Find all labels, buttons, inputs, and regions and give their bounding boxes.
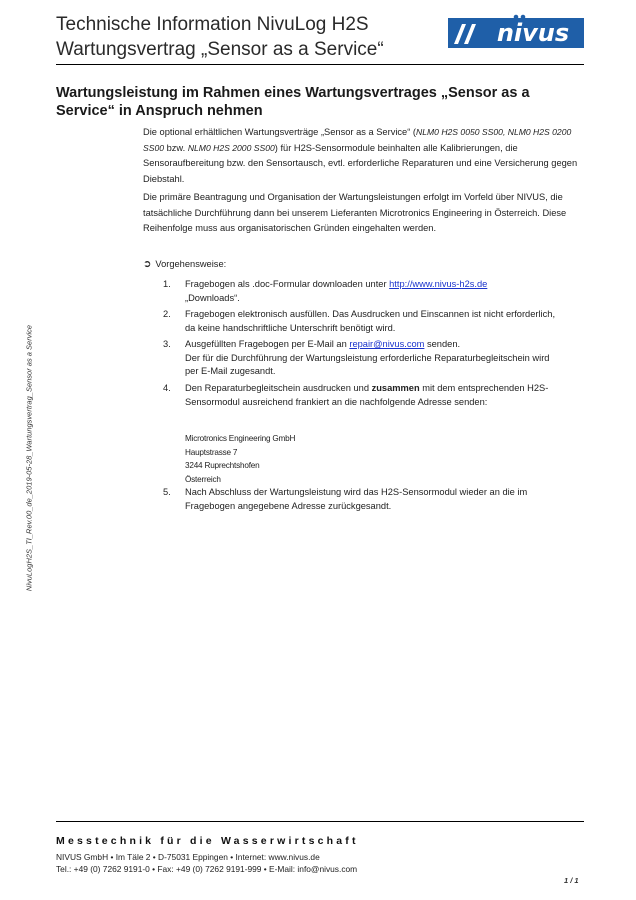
address-line: Microtronics Engineering GmbH xyxy=(185,434,296,443)
logo-text: nivus xyxy=(496,19,570,47)
address-line: Hauptstrasse 7 xyxy=(185,447,238,457)
header-divider xyxy=(56,64,584,65)
step-1-text-b: „Downloads“. xyxy=(185,292,240,303)
shipping-address xyxy=(185,432,295,486)
product-code-b: NLM0 H2S 2000 SS00 xyxy=(187,142,275,153)
step-text xyxy=(185,382,565,409)
address-line: Österreich xyxy=(185,474,221,484)
arrow-right-icon: ➲ xyxy=(143,259,152,270)
header-title-line1: Technische Information NivuLog H2S xyxy=(56,14,369,35)
step-number: 5. xyxy=(163,487,171,497)
step-number: 3. xyxy=(163,339,171,349)
procedure-label: Vorgehensweise: xyxy=(155,259,227,269)
step-number: 2. xyxy=(163,309,171,319)
repair-email-link[interactable]: repair@nivus.com xyxy=(349,339,425,349)
step-number: 1. xyxy=(163,279,171,289)
footer-contact: Tel.: +49 (0) 7262 9191-0 • Fax: +49 (0) 7262 9191-999 • E-Mail: info@nivus.com xyxy=(56,864,358,874)
product-codes-a: NLM0 H2S 0050 SS00, NLM0 H2S 0200 SS00 xyxy=(143,127,572,153)
header-title-line2: Wartungsvertrag „Sensor as a Service“ xyxy=(56,39,384,60)
paragraph-intro-text-b: bzw. xyxy=(164,142,188,153)
procedure-heading xyxy=(143,257,588,273)
step-4-text-b: mit dem entsprechenden H2S-Sensormodul ausreichend frankiert an die nachfolgende Adresse senden: xyxy=(185,383,549,407)
step-3-text-a: Ausgefüllten Fragebogen per E-Mail an xyxy=(185,339,350,349)
step-text xyxy=(185,278,565,305)
step-4-bold: zusammen xyxy=(371,383,420,393)
step-1-text-a: Fragebogen als .doc-Formular downloaden unter xyxy=(185,279,390,289)
page-number: 1 / 1 xyxy=(564,876,579,885)
section-heading: Wartungsleistung im Rahmen eines Wartungsvertrages „Sensor as a Service“ in Anspruch nehmen xyxy=(56,85,530,119)
download-link[interactable]: http://www.nivus-h2s.de xyxy=(389,279,488,289)
header-title xyxy=(56,12,384,62)
paragraph-intro-text-c: ) für H2S-Sensormodule beinhalten alle Kalibrierungen, die Sensoraufbereitung bzw. den Sensortausch, evtl. erforderliche Reparaturen und eine Versicherung gegen Diebstahl. xyxy=(143,142,578,184)
step-text: Fragebogen elektronisch ausfüllen. Das Ausdrucken und Einscannen ist nicht erforderlich, da keine handschriftliche Unterschrift benötigt wird. xyxy=(185,309,556,333)
footer-divider xyxy=(56,821,584,822)
paragraph-intro xyxy=(143,125,588,187)
step-text xyxy=(185,338,565,379)
step-4-text-a: Den Reparaturbegleitschein ausdrucken und xyxy=(185,383,372,393)
paragraph-organisation: Die primäre Beantragung und Organisation der Wartungsleistungen erfolgt im Vorfeld über NIVUS, die tatsächliche Durchführung dann bei unserem Lieferanten Microtronics Engineering in Österreich. Diese Reihenfolge muss aus organisatorischen Gründen eingehalten werden. xyxy=(143,192,567,233)
step-text: Nach Abschluss der Wartungsleistung wird das H2S-Sensormodul wieder an die im Fragebogen angegebene Adresse zurückgesandt. xyxy=(185,487,528,511)
nivus-logo xyxy=(448,14,584,50)
address-line: 3244 Ruprechtshofen xyxy=(185,461,260,470)
footer-tagline: Messtechnik für die Wasserwirtschaft xyxy=(56,835,359,847)
step-3-text-b: senden. xyxy=(424,339,461,349)
step-3-text-c: Der für die Durchführung der Wartungsleistung erforderliche Reparaturbegleitschein wird per E-Mail zugesandt. xyxy=(185,352,550,376)
paragraph-intro-text-a: Die optional erhältlichen Wartungsverträge „Sensor as a Service“ ( xyxy=(143,127,417,137)
document-id-sidebar: NivuLogH2S_TI_Rev.00_de_2019-05-28_Wartungsvertrag_Sensor as a Service xyxy=(24,324,34,592)
footer-address: NIVUS GmbH • Im Täle 2 • D-75031 Eppingen • Internet: www.nivus.de xyxy=(56,852,320,862)
step-number: 4. xyxy=(163,383,171,393)
